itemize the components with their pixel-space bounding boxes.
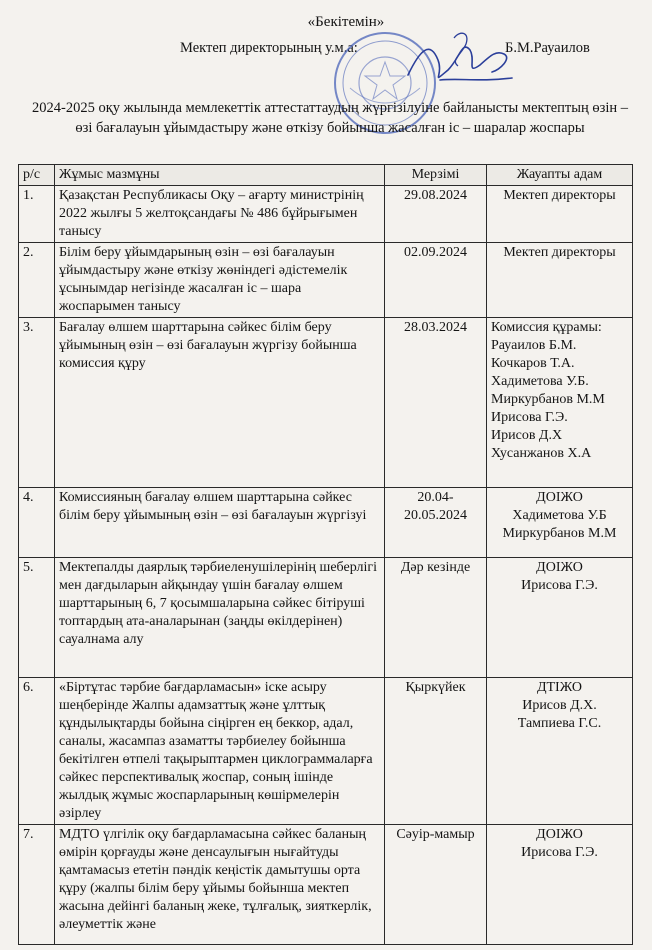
header-responsible: Жауапты адам [487, 165, 633, 186]
responsible-person: ДОІЖО [536, 560, 583, 575]
responsible-person: Ирисова Г.Э. [521, 845, 598, 860]
row-date: 20.04-20.05.2024 [385, 488, 487, 558]
approve-word: «Бекітемін» [307, 14, 385, 30]
row-number: 4. [19, 488, 55, 558]
responsible-person: Мектеп директоры [503, 245, 616, 260]
row-date: 02.09.2024 [385, 243, 487, 318]
table-row [19, 243, 633, 318]
responsible-person: ДТІЖО [536, 680, 583, 695]
row-date: 28.03.2024 [385, 318, 487, 488]
row-responsible [487, 825, 633, 945]
responsible-person: Комиссия құрамы: [491, 320, 602, 335]
row-date: 29.08.2024 [385, 186, 487, 243]
row-date: Дәр кезінде [385, 558, 487, 678]
table-header-row [19, 165, 633, 186]
responsible-person: ДОІЖО [536, 490, 583, 505]
director-name: Б.М.Рауаилов [505, 40, 590, 56]
responsible-person: Тампиева Г.С. [517, 716, 602, 731]
row-date: Қыркүйек [385, 678, 487, 825]
row-number: 2. [19, 243, 55, 318]
row-responsible [487, 488, 633, 558]
responsible-person: Ирисова Г.Э. [521, 578, 598, 593]
row-content: Білім беру ұйымдарының өзін – өзі бағалауын ұйымдастыру және өткізу жөніндегі әдістемелік ұсынымдар негізінде жасалған іс – шара жоспарымен танысу [55, 243, 385, 318]
row-number: 1. [19, 186, 55, 243]
responsible-person: Хадиметова У.Б [512, 508, 607, 523]
row-content: «Біртұтас тәрбие бағдарламасын» іске асыру шеңберінде Жалпы адамзаттық және ұлттық құндылықтарды бойына сіңірген ең беккор, адал, саналы, жасампаз азаматты тәрбиелеу бойынша бекітілген өтпелі тақырыптармен циклограммаларға сәйкес перспективалық жоспар, соның ішінде жылдық жұмыс жоспарларының көшірмелерін әзірлеу [55, 678, 385, 825]
row-number: 3. [19, 318, 55, 488]
header-num: р/с [19, 165, 55, 186]
row-number: 5. [19, 558, 55, 678]
table-row [19, 186, 633, 243]
row-number: 6. [19, 678, 55, 825]
table-row [19, 825, 633, 945]
header-content: Жұмыс мазмұны [55, 165, 385, 186]
table-row [19, 318, 633, 488]
table-row [19, 678, 633, 825]
row-content: Мектепалды даярлық тәрбиеленушілерінің шеберлігі мен дағдыларын айқындау үшін бағалау өлшем шарттарының 6, 7 қосымшаларына сәйкес бітіруші топтардың ата-аналарынан (заңды өкілдерінен) сауалнама алу [55, 558, 385, 678]
row-content: Бағалау өлшем шарттарына сәйкес білім беру ұйымының өзін – өзі бағалауын жүргізу бойынша комиссия құру [55, 318, 385, 488]
responsible-person: Хадиметова У.Б. [491, 374, 589, 389]
responsible-person: Рауаилов Б.М. [491, 338, 577, 353]
row-number: 7. [19, 825, 55, 945]
responsible-person: Ирисова Г.Э. [491, 410, 568, 425]
responsible-person: Миркурбанов М.М [502, 526, 617, 541]
row-date: Сәуір-мамыр [385, 825, 487, 945]
director-role: Мектеп директорының у.м.а: [180, 40, 358, 56]
row-responsible [487, 318, 633, 488]
row-content: Қазақстан Республикасы Оқу – ағарту министрінің 2022 жылғы 5 желтоқсандағы № 486 бұйрығымен танысу [55, 186, 385, 243]
responsible-person: Кочкаров Т.А. [491, 356, 575, 371]
table-row [19, 558, 633, 678]
responsible-person: Хусанжанов Х.А [491, 446, 592, 461]
responsible-person: Мектеп директоры [503, 188, 616, 203]
row-responsible [487, 243, 633, 318]
responsible-person: Ирисов Д.Х [491, 428, 563, 443]
table-row [19, 488, 633, 558]
responsible-person: Миркурбанов М.М [491, 392, 605, 407]
document-title: 2024-2025 оқу жылында мемлекеттік аттестаттаудың жүргізілуіне байланысты мектептың өзін – өзі бағалауын ұйымдастыру және өткізу бойынша жасалған іс – шаралар жоспары [31, 100, 628, 136]
header-date: Мерзімі [385, 165, 487, 186]
plan-table [18, 164, 633, 945]
row-content: МДТО үлгілік оқу бағдарламасына сәйкес баланың өмірін қорғауды және денсаулығын нығайтуды қамтамасыз ететін пәндік кеңістік дамытушы орта құру (жалпы білім беру ұйымы бойынша мектеп жасына дейінгі баланың жеке, тұлғалық, зияткерлік, әлеуметтік және [55, 825, 385, 945]
row-responsible [487, 678, 633, 825]
row-responsible [487, 558, 633, 678]
signature-icon [400, 20, 520, 100]
row-content: Комиссияның бағалау өлшем шарттарына сәйкес білім беру ұйымының өзін – өзі бағалауын жүргізуі [55, 488, 385, 558]
row-responsible [487, 186, 633, 243]
responsible-person: ДОІЖО [536, 827, 583, 842]
responsible-person: Ирисов Д.Х. [522, 698, 597, 713]
